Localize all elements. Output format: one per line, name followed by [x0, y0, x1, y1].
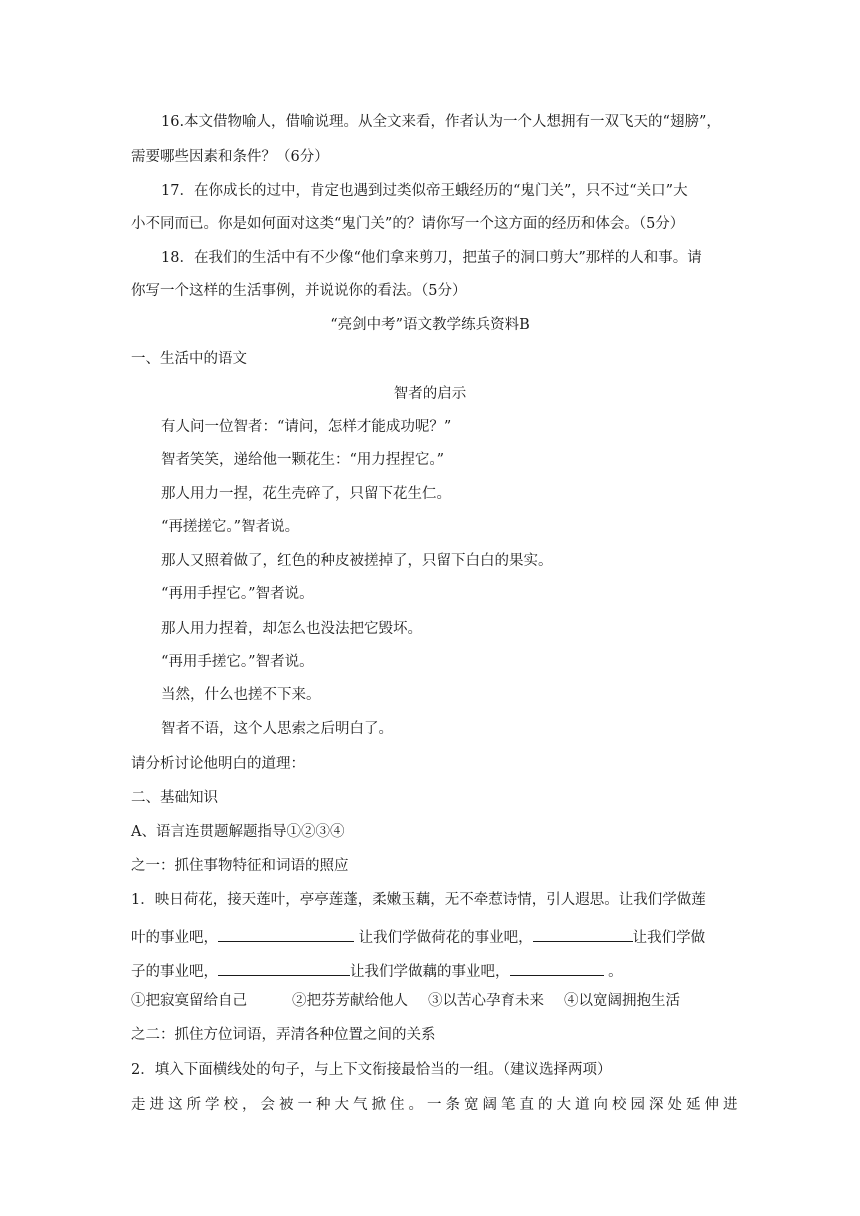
guide-heading: A、语言连贯题解题指导①②③④: [131, 824, 345, 840]
answer-blank[interactable]: [510, 960, 604, 976]
question-17-line-1: 17．在你成长的过中，肯定也遇到过类似帝王蛾经历的“鬼门关”，只不过“关口”大: [161, 183, 688, 199]
question-1-text: 叶的事业吧，: [131, 930, 218, 946]
story-line: 智者不语，这个人思索之后明白了。: [161, 721, 393, 737]
tip-two-heading: 之二：抓住方位词语，弄清各种位置之间的关系: [131, 1027, 436, 1043]
story-title: 智者的启示: [393, 386, 467, 402]
story-line: 有人问一位智者：“请问，怎样才能成功呢？”: [161, 419, 452, 435]
question-1-line-3: [131, 960, 623, 982]
story-line: 那人又照着做了，红色的种皮被搓掉了，只留下白白的果实。: [161, 553, 553, 569]
question-1-text: 让我们学做荷花的事业吧，: [354, 930, 533, 946]
story-line: 那人用力一捏，花生壳碎了，只留下花生仁。: [161, 486, 451, 502]
discussion-prompt: 请分析讨论他明白的道理：: [131, 756, 305, 772]
part-two-heading: 二、基础知识: [131, 790, 218, 806]
answer-blank[interactable]: [533, 926, 633, 942]
question-16-line-1: 16.本文借物喻人，借喻说理。从全文来看，作者认为一个人想拥有一双飞天的“翅膀”，: [161, 114, 721, 130]
story-line: 那人用力捏着，却怎么也没法把它毁坏。: [161, 621, 422, 637]
question-18-line-2: 你写一个这样的生活事例，并说说你的看法。（5分）: [131, 283, 467, 299]
option-3: ③以苦心孕育未来: [428, 993, 544, 1009]
question-1-line-2: [131, 926, 705, 948]
question-1-options: [131, 991, 680, 1011]
question-1-text: 让我们学做藕的事业吧，: [350, 964, 510, 980]
question-2-line: 2．填入下面横线处的句子，与上下文衔接最恰当的一组。（建议选择两项）: [131, 1062, 612, 1078]
story-line: 当然，什么也搓不下来。: [161, 687, 321, 703]
question-16-line-2: 需要哪些因素和条件？（6分）: [131, 149, 329, 165]
option-2: ②把芬芳献给他人: [292, 993, 408, 1009]
question-1-text: 子的事业吧，: [131, 964, 218, 980]
question-2-passage: 走进这所学校，会被一种大气掀住。一条宽阔笔直的大道向校园深处延伸进: [131, 1097, 742, 1113]
story-line: “再用手搓它。”智者说。: [161, 654, 314, 670]
option-1: ①把寂寞留给自己: [131, 993, 247, 1009]
story-line: 智者笑笑，递给他一颗花生：“用力捏捏它。”: [161, 452, 445, 468]
section-title: “亮剑中考”语文教学练兵资料B: [330, 317, 530, 333]
answer-blank[interactable]: [218, 960, 350, 976]
question-1-text: 让我们学做: [632, 930, 706, 946]
story-line: “再用手捏它。”智者说。: [161, 586, 314, 602]
question-1-line-1: 1．映日荷花，接天莲叶，亭亭莲蓬，柔嫩玉藕，无不牵惹诗情，引人遐思。让我们学做莲: [131, 892, 706, 908]
story-line: “再搓搓它。”智者说。: [161, 519, 300, 535]
question-17-line-2: 小不同而已。你是如何面对这类“鬼门关”的？请你写一个这方面的经历和体会。（5分）: [131, 216, 685, 232]
question-18-line-1: 18．在我们的生活中有不少像“他们拿来剪刀，把茧子的洞口剪大”那样的人和事。请: [161, 250, 702, 266]
part-one-heading: 一、生活中的语文: [131, 351, 247, 367]
tip-one-heading: 之一：抓住事物特征和词语的照应: [131, 858, 349, 874]
answer-blank[interactable]: [218, 926, 354, 942]
option-4: ④以宽阔拥抱生活: [564, 993, 680, 1009]
question-1-text: 。: [603, 964, 623, 980]
